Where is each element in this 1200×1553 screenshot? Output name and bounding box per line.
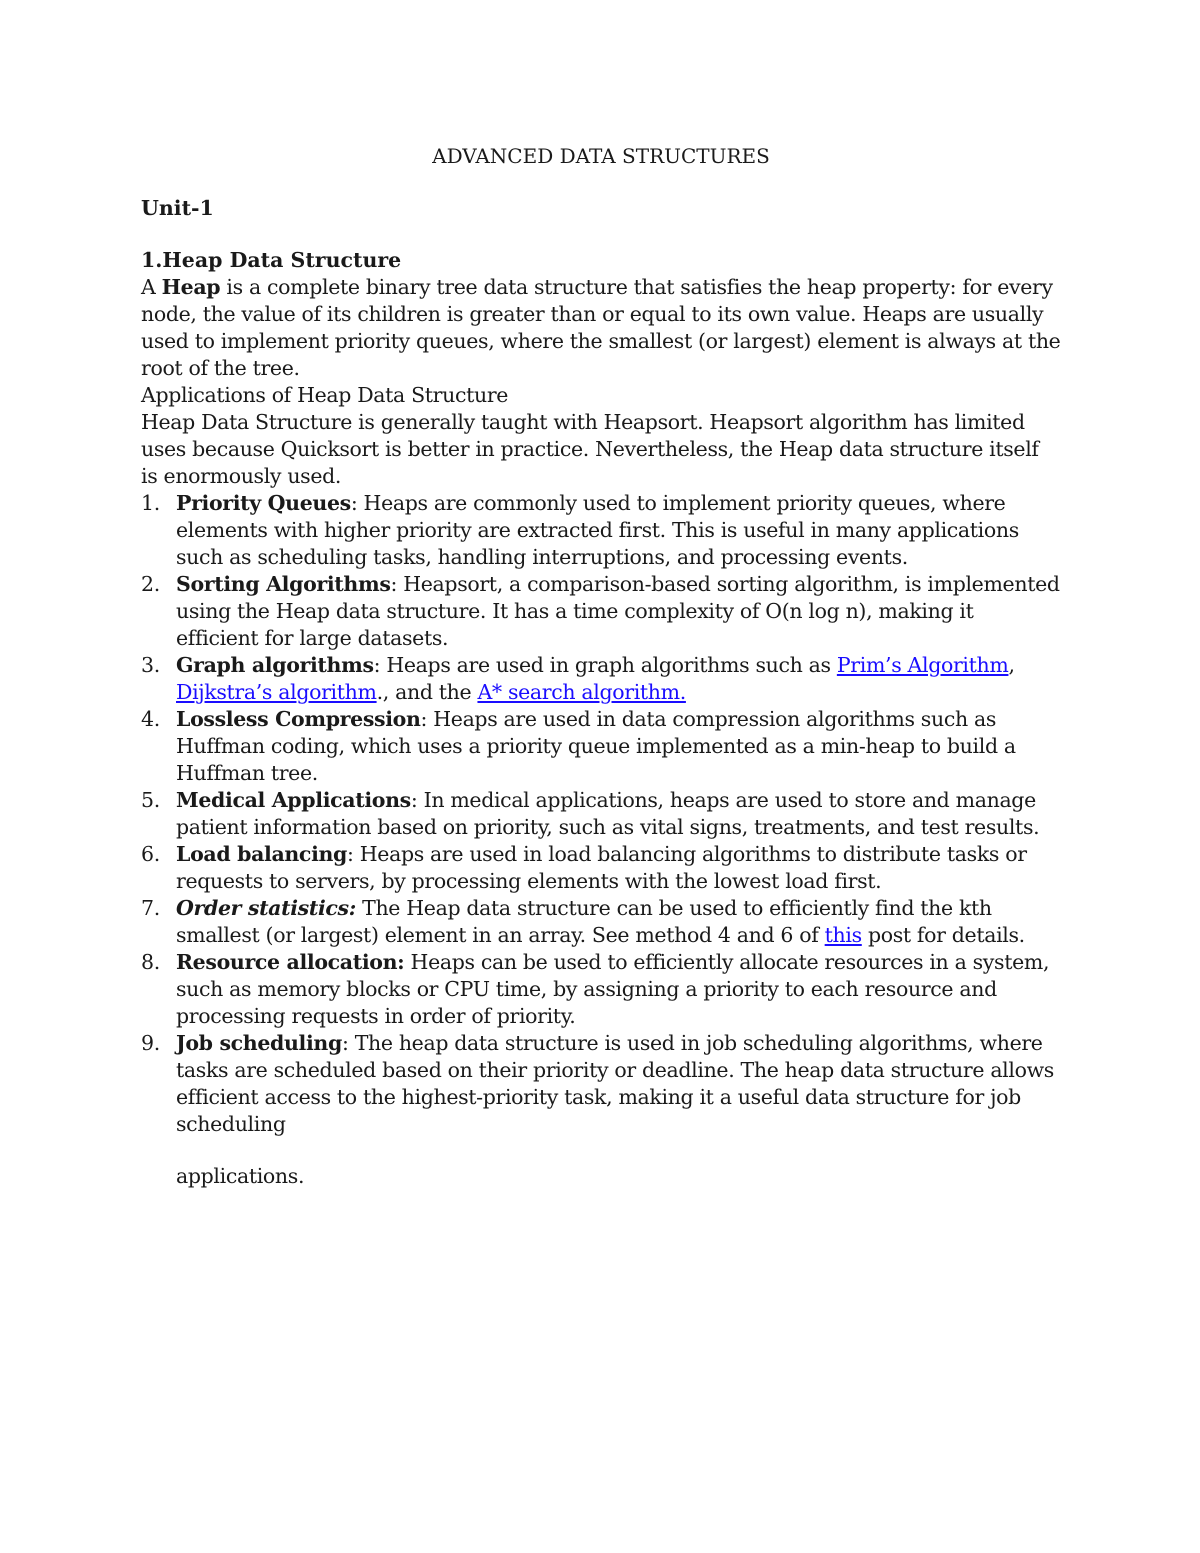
- item-term: Priority Queues: [176, 491, 351, 515]
- prims-algorithm-link[interactable]: Prim’s Algorithm: [836, 653, 1009, 677]
- section-heading: 1.Heap Data Structure: [141, 248, 402, 272]
- item-term: Graph algorithms: [176, 653, 374, 677]
- item-text: : The heap data structure is used in job scheduling algorithms, where tasks are scheduled based on their priority or deadline. The heap data structure allows efficient access to the highest-priority task, making it a useful data structure for job scheduling: [176, 1031, 1054, 1136]
- item-text: : Heaps are commonly used to implement priority queues, where elements with higher priority are extracted first. This is useful in many applications such as scheduling tasks, handling interruptions, and processing events.: [176, 491, 1019, 569]
- item-term: Load balancing: [176, 842, 348, 866]
- item-term: Order statistics:: [176, 896, 356, 920]
- list-number: 5.: [141, 788, 160, 812]
- list-number: 8.: [141, 950, 160, 974]
- list-number: 2.: [141, 572, 160, 596]
- item-term: Resource allocation:: [176, 950, 405, 974]
- applications-list: [141, 490, 1061, 1138]
- dijkstras-algorithm-link[interactable]: Dijkstra’s algorithm: [176, 680, 377, 704]
- a-star-search-link[interactable]: A* search algorithm.: [477, 680, 686, 704]
- list-item: [141, 571, 1061, 652]
- intro-pre: A: [141, 275, 162, 299]
- item-separator: ,: [1008, 653, 1015, 677]
- list-number: 9.: [141, 1031, 160, 1055]
- item-separator: ., and the: [376, 680, 478, 704]
- intro-bold-term: Heap: [161, 275, 221, 299]
- item-text: post for details.: [861, 923, 1025, 947]
- list-item: [141, 652, 1061, 706]
- list-item: [141, 490, 1061, 571]
- item-text: : Heaps are used in graph algorithms such as: [373, 653, 837, 677]
- list-number: 6.: [141, 842, 160, 866]
- intro-paragraph: [141, 274, 1061, 382]
- intro-rest: is a complete binary tree data structure that satisfies the heap property: for every node, the value of its children is greater than or equal to its own value. Heaps are usually used to implement priority queues, where the smallest (or largest) element is always at the root of the tree.: [141, 275, 1061, 380]
- item-term: Sorting Algorithms: [176, 572, 391, 596]
- item-term: Lossless Compression: [176, 707, 421, 731]
- list-number: 3.: [141, 653, 160, 677]
- item-text: : In medical applications, heaps are used to store and manage patient information based on priority, such as vital signs, treatments, and test results.: [176, 788, 1040, 839]
- item-text: Heaps can be used to efficiently allocate resources in a system, such as memory blocks or CPU time, by assigning a priority to each resource and processing requests in order of priority.: [176, 950, 1050, 1028]
- this-post-link[interactable]: this: [824, 923, 862, 947]
- page-title: ADVANCED DATA STRUCTURES: [432, 144, 770, 168]
- list-item: [141, 949, 1061, 1030]
- list-number: 7.: [141, 896, 160, 920]
- item-term: Job scheduling: [176, 1031, 342, 1055]
- item-text: The Heap data structure can be used to efficiently find the kth smallest (or largest) element in an array. See method 4 and 6 of: [176, 896, 992, 947]
- applications-intro: Heap Data Structure is generally taught with Heapsort. Heapsort algorithm has limited uses because Quicksort is better in practice. Nevertheless, the Heap data structure itself is enormously used.: [141, 410, 1039, 488]
- document-page: [141, 140, 1061, 1190]
- item-text: : Heaps are used in data compression algorithms such as Huffman coding, which uses a priority queue implemented as a min-heap to build a Huffman tree.: [176, 707, 1016, 785]
- item-text: : Heapsort, a comparison-based sorting algorithm, is implemented using the Heap data structure. It has a time complexity of O(n log n), making it efficient for large datasets.: [176, 572, 1060, 650]
- list-item: [141, 895, 1061, 949]
- list-number: 1.: [141, 491, 160, 515]
- list-item: [141, 787, 1061, 841]
- unit-heading: Unit-1: [141, 196, 214, 220]
- item-text: : Heaps are used in load balancing algorithms to distribute tasks or requests to servers, by processing elements with the lowest load first.: [176, 842, 1027, 893]
- list-number: 4.: [141, 707, 160, 731]
- list-item: [141, 1030, 1061, 1138]
- item-term: Medical Applications: [176, 788, 411, 812]
- applications-heading: Applications of Heap Data Structure: [141, 383, 509, 407]
- list-item: [141, 841, 1061, 895]
- list-item: [141, 706, 1061, 787]
- trailing-text: applications.: [176, 1164, 305, 1188]
